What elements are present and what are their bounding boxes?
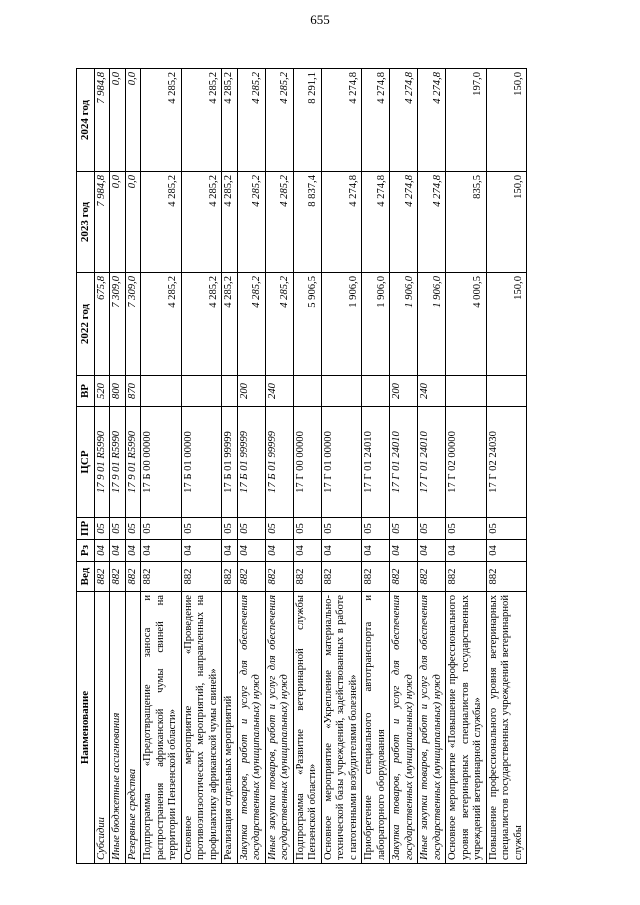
row-ved: 882 [293, 562, 321, 592]
row-ved: 882 [237, 562, 265, 592]
table-row [181, 69, 222, 864]
row-rz: 04 [418, 540, 446, 562]
row-ved: 882 [110, 562, 126, 592]
row-ved: 882 [321, 562, 362, 592]
row-2024: 197,0 [446, 69, 487, 172]
row-pr: 05 [265, 518, 293, 540]
row-2023: 4 285,2 [237, 172, 265, 273]
row-rz: 04 [486, 540, 527, 562]
row-vr: 240 [265, 376, 293, 407]
row-pr: 05 [181, 518, 222, 540]
row-vr [141, 376, 182, 407]
row-2022: 1 906,0 [390, 273, 418, 376]
row-2022: 1 906,0 [418, 273, 446, 376]
row-2023: 150,0 [486, 172, 527, 273]
row-pr: 05 [390, 518, 418, 540]
row-2022: 4 000,5 [446, 273, 487, 376]
row-csr: 17 Б 01 99999 [265, 407, 293, 518]
row-ved: 882 [362, 562, 390, 592]
row-ved: 882 [446, 562, 487, 592]
row-2023: 7 984,8 [94, 172, 110, 273]
row-name: Закупка товаров, работ и услуг для обеспечения государственных (муниципальных) нужд [237, 592, 265, 864]
table-row [125, 69, 141, 864]
table-row [293, 69, 321, 864]
header-2022: 2022 год [77, 273, 95, 376]
row-rz: 04 [222, 540, 238, 562]
row-vr: 870 [125, 376, 141, 407]
row-2022: 150,0 [486, 273, 527, 376]
budget-table [76, 68, 527, 864]
row-2024: 7 984,8 [94, 69, 110, 172]
header-vr: ВР [77, 376, 95, 407]
row-2023: 8 837,4 [293, 172, 321, 273]
row-ved: 882 [94, 562, 110, 592]
row-name: Резервные средства [125, 592, 141, 864]
row-2023: 4 274,8 [390, 172, 418, 273]
row-2023: 4 285,2 [222, 172, 238, 273]
table-row [446, 69, 487, 864]
row-pr: 05 [222, 518, 238, 540]
row-ved: 882 [265, 562, 293, 592]
row-pr: 05 [125, 518, 141, 540]
row-csr: 17 Г 01 00000 [321, 407, 362, 518]
row-rz: 04 [125, 540, 141, 562]
row-pr: 05 [418, 518, 446, 540]
header-csr: ЦСР [77, 407, 95, 518]
row-2023: 4 274,8 [362, 172, 390, 273]
header-2024: 2024 год [77, 69, 95, 172]
row-vr [181, 376, 222, 407]
row-vr [446, 376, 487, 407]
row-2024: 0,0 [110, 69, 126, 172]
row-name: Основное мероприятие «Проведение противоэпизоотических мероприятий, направленных на профилактику африканской чумы свиней» [181, 592, 222, 864]
row-2022: 7 309,0 [125, 273, 141, 376]
table-row [237, 69, 265, 864]
row-ved: 882 [486, 562, 527, 592]
row-pr: 05 [293, 518, 321, 540]
row-2022: 4 285,2 [237, 273, 265, 376]
row-2024: 4 285,2 [265, 69, 293, 172]
row-2024: 4 285,2 [181, 69, 222, 172]
row-2024: 4 285,2 [222, 69, 238, 172]
table-header-row [77, 69, 95, 864]
row-name: Реализация отдельных мероприятий [222, 592, 238, 864]
row-vr: 240 [418, 376, 446, 407]
row-ved: 882 [418, 562, 446, 592]
row-2023: 0,0 [125, 172, 141, 273]
row-2024: 4 274,8 [321, 69, 362, 172]
row-name: Закупка товаров, работ и услуг для обеспечения государственных (муниципальных) нужд [390, 592, 418, 864]
row-2024: 150,0 [486, 69, 527, 172]
row-2023: 835,5 [446, 172, 487, 273]
row-2022: 4 285,2 [181, 273, 222, 376]
row-vr: 520 [94, 376, 110, 407]
row-csr: 17 Б 01 00000 [181, 407, 222, 518]
row-csr: 17 9 01 R5990 [94, 407, 110, 518]
row-csr: 17 9 01 R5990 [125, 407, 141, 518]
row-pr: 05 [237, 518, 265, 540]
row-2023: 4 285,2 [181, 172, 222, 273]
row-2023: 4 285,2 [265, 172, 293, 273]
row-2022: 1 906,0 [321, 273, 362, 376]
table-row [418, 69, 446, 864]
row-2024: 8 291,1 [293, 69, 321, 172]
table-row [141, 69, 182, 864]
row-csr: 17 Г 01 24010 [390, 407, 418, 518]
row-2022: 4 285,2 [265, 273, 293, 376]
row-2024: 4 274,8 [418, 69, 446, 172]
row-vr: 800 [110, 376, 126, 407]
page-number: 655 [310, 12, 330, 27]
row-csr: 17 Г 00 00000 [293, 407, 321, 518]
row-pr: 05 [486, 518, 527, 540]
table-row [222, 69, 238, 864]
row-vr: 200 [237, 376, 265, 407]
row-name: Приобретение специального автотранспорта и лабораторного оборудования [362, 592, 390, 864]
row-pr: 05 [141, 518, 182, 540]
row-name: Иные закупки товаров, работ и услуг для обеспечения государственных (муниципальных) нужд [265, 592, 293, 864]
row-csr: 17 Б 00 00000 [141, 407, 182, 518]
row-csr: 17 Г 02 24030 [486, 407, 527, 518]
row-name: Субсидии [94, 592, 110, 864]
row-rz: 04 [181, 540, 222, 562]
row-ved: 882 [390, 562, 418, 592]
row-pr: 05 [362, 518, 390, 540]
table-row [94, 69, 110, 864]
row-name: Подпрограмма «Предотвращение заноса и распространения африканской чумы свиней на территории Пензенской области» [141, 592, 182, 864]
row-2022: 675,8 [94, 273, 110, 376]
table-row [265, 69, 293, 864]
table-row [390, 69, 418, 864]
row-vr [222, 376, 238, 407]
row-rz: 04 [94, 540, 110, 562]
row-pr: 05 [94, 518, 110, 540]
row-csr: 17 9 01 R5990 [110, 407, 126, 518]
row-vr [486, 376, 527, 407]
row-2024: 0,0 [125, 69, 141, 172]
row-csr: 17 Г 02 00000 [446, 407, 487, 518]
row-2024: 4 274,8 [362, 69, 390, 172]
header-name: Наименование [77, 592, 95, 864]
row-csr: 17 Б 01 99999 [237, 407, 265, 518]
table-body [94, 69, 527, 864]
row-2023: 4 285,2 [141, 172, 182, 273]
row-rz: 04 [321, 540, 362, 562]
row-rz: 04 [293, 540, 321, 562]
row-2023: 4 274,8 [418, 172, 446, 273]
row-csr: 17 Г 01 24010 [418, 407, 446, 518]
row-rz: 04 [265, 540, 293, 562]
row-csr: 17 Б 01 99999 [222, 407, 238, 518]
row-2024: 4 285,2 [237, 69, 265, 172]
header-ved: Вед [77, 562, 95, 592]
row-rz: 04 [110, 540, 126, 562]
row-rz: 04 [237, 540, 265, 562]
row-2022: 7 309,0 [110, 273, 126, 376]
header-pr: ПР [77, 518, 95, 540]
table-row [321, 69, 362, 864]
row-ved: 882 [222, 562, 238, 592]
header-2023: 2023 год [77, 172, 95, 273]
row-2022: 1 906,0 [362, 273, 390, 376]
row-vr [362, 376, 390, 407]
row-vr: 200 [390, 376, 418, 407]
row-name: Иные закупки товаров, работ и услуг для обеспечения государственных (муниципальных) нужд [418, 592, 446, 864]
table-row [110, 69, 126, 864]
row-name: Основное мероприятие «Укрепление материально-технической базы учреждений, задействованных в работе с патогенными возбудителями болезней» [321, 592, 362, 864]
row-ved: 882 [125, 562, 141, 592]
row-ved: 882 [141, 562, 182, 592]
row-rz: 04 [446, 540, 487, 562]
row-rz: 04 [362, 540, 390, 562]
row-2023: 4 274,8 [321, 172, 362, 273]
table-row [362, 69, 390, 864]
row-2024: 4 285,2 [141, 69, 182, 172]
row-2022: 4 285,2 [141, 273, 182, 376]
rotated-table-wrapper [76, 69, 544, 864]
row-pr: 05 [110, 518, 126, 540]
row-rz: 04 [141, 540, 182, 562]
row-2022: 4 285,2 [222, 273, 238, 376]
row-2022: 5 906,5 [293, 273, 321, 376]
row-name: Иные бюджетные ассигнования [110, 592, 126, 864]
row-ved: 882 [181, 562, 222, 592]
header-rz: Рз [77, 540, 95, 562]
row-2023: 0,0 [110, 172, 126, 273]
row-pr: 05 [446, 518, 487, 540]
row-csr: 17 Г 01 24010 [362, 407, 390, 518]
row-vr [293, 376, 321, 407]
row-rz: 04 [390, 540, 418, 562]
row-name: Основное мероприятие «Повышение профессионального уровня ветеринарных специалистов государственных учреждений ветеринарной службы» [446, 592, 487, 864]
row-pr: 05 [321, 518, 362, 540]
row-name: Подпрограмма «Развитие ветеринарной службы Пензенской области» [293, 592, 321, 864]
table-row [486, 69, 527, 864]
row-name: Повышение профессионального уровня ветеринарных специалистов государственных учреждений ветеринарной службы [486, 592, 527, 864]
row-2024: 4 274,8 [390, 69, 418, 172]
row-vr [321, 376, 362, 407]
